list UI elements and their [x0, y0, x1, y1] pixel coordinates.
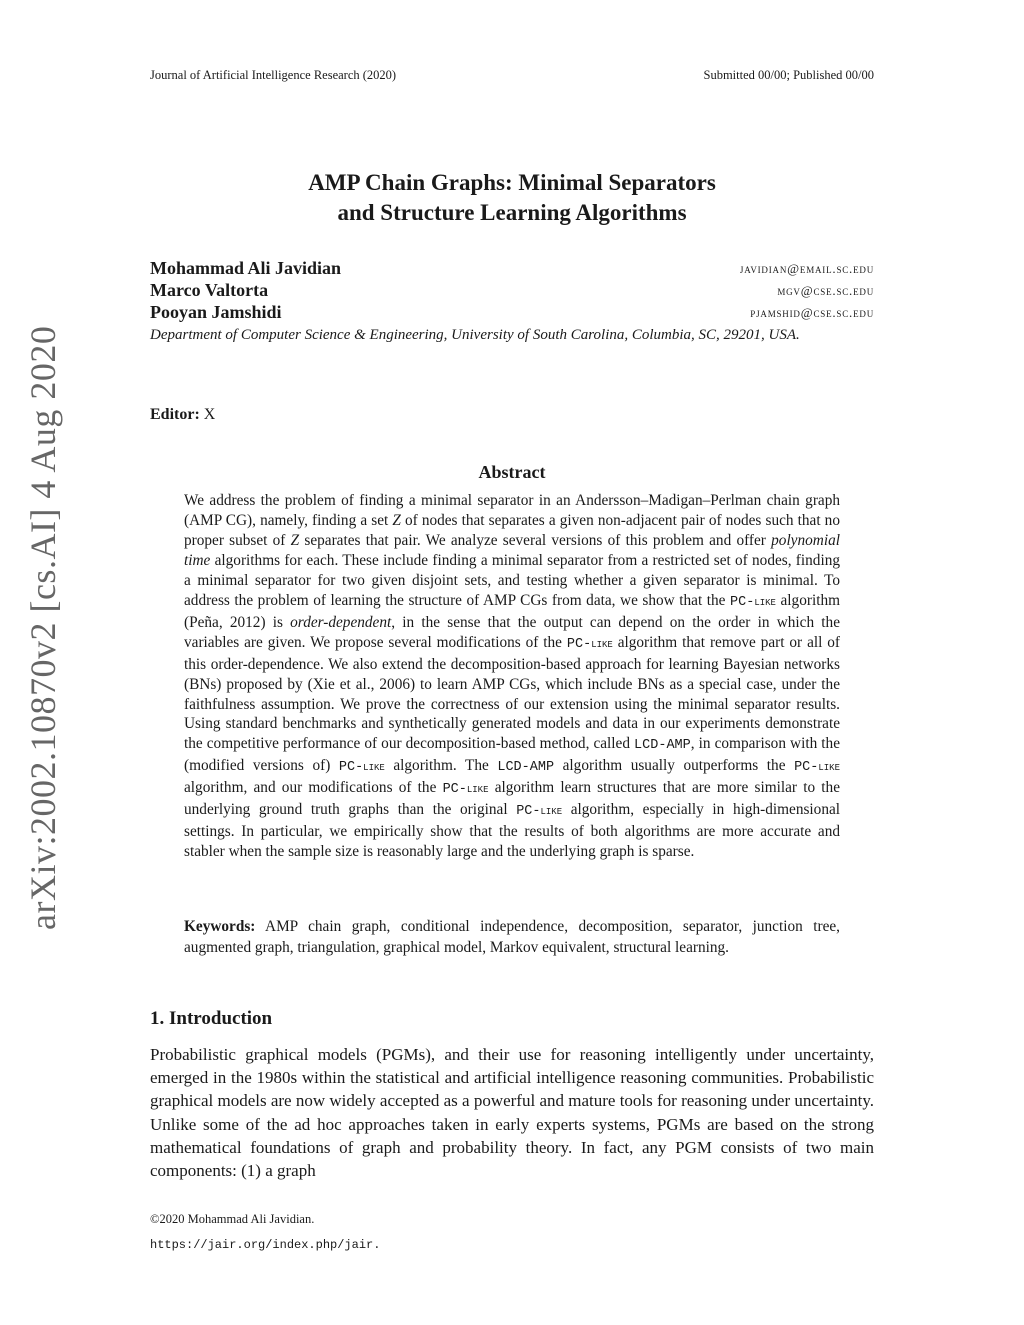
keywords	[184, 917, 840, 958]
emphasis-order-dependent: order-dependent	[290, 613, 392, 631]
editor-label: Editor:	[150, 406, 200, 423]
author-email[interactable]: javidian@email.sc.edu	[739, 261, 874, 276]
abstract-heading: Abstract	[478, 462, 546, 482]
author-name: Marco Valtorta	[150, 280, 269, 300]
author-row	[150, 302, 874, 324]
author-row	[150, 280, 874, 302]
algorithm-name-pc-like: PC-like	[516, 804, 563, 820]
algorithm-name-pc-like: PC-like	[338, 760, 385, 776]
math-z: Z	[290, 531, 300, 549]
keywords-text: AMP chain graph, conditional independence, decomposition, separator, junction tree, augmented graph, triangulation, graphical model, Markov equivalent, structural learning.	[184, 918, 840, 956]
algorithm-name-pc-like: PC-like	[730, 594, 776, 610]
running-head-journal: Journal of Artificial Intelligence Research (2020)	[150, 68, 397, 82]
abstract-text: algorithm. The	[384, 757, 498, 775]
abstract-text: algorithm learn structures that are more similar to the underlying ground truth graphs than the original	[184, 779, 840, 819]
abstract-text: We address the problem of finding a minimal separator in an Andersson–Madigan–Perlman chain graph (AMP CG), namely, finding a set	[184, 492, 840, 529]
author-name: Mohammad Ali Javidian	[150, 258, 342, 278]
editor-line	[150, 406, 215, 424]
algorithm-name-pc-like: PC-like	[794, 760, 840, 776]
abstract-text: , in comparison with the (modified versions of)	[184, 735, 840, 775]
section-heading-introduction: 1. Introduction	[150, 1008, 273, 1029]
keywords-label: Keywords:	[184, 918, 256, 935]
introduction-paragraph: Probabilistic graphical models (PGMs), and their use for reasoning intelligently under uncertainty, emerged in the 1980s within the statistical and artificial intelligence reasoning communities. Probabilistic graphical models are now widely accepted as a powerful and mature tools for reasoning under uncertainty. Unlike some of the ad hoc approaches taken in early experts systems, PGMs are based on the strong mathematical foundations of graph and probability theory. In fact, any PGM consists of two main components: (1) a graph	[150, 1045, 874, 1181]
algorithm-name-pc-like: PC-like	[442, 782, 489, 798]
abstract-text: of nodes that separates a given non-adjacent pair of nodes such that no proper subset of	[184, 511, 840, 549]
abstract-text: , in the sense that the output can depend on the order in which the variables are given. We propose several modifications of the	[184, 613, 840, 651]
author-email[interactable]: mgv@cse.sc.edu	[777, 283, 874, 298]
author-row	[150, 258, 874, 280]
author-affiliation: Department of Computer Science & Engineering, University of South Carolina, Columbia, SC, 29201, USA.	[150, 327, 800, 343]
abstract-text: algorithms for each. These include finding a minimal separator from a restricted set of nodes, finding a minimal separator for two given disjoint sets, and testing whether a given separator is minimal. To address the problem of learning the structure of AMP CGs from data, we show that the	[184, 551, 840, 609]
algorithm-name-lcd-amp: LCD-AMP	[497, 760, 555, 776]
abstract-text: algorithm (Peña, 2012) is	[184, 591, 840, 631]
author-email[interactable]: pjamshid@cse.sc.edu	[750, 305, 874, 320]
abstract-text: algorithm usually outperforms the	[554, 757, 795, 775]
abstract-text: algorithm that remove part or all of this order-dependence. We also extend the decomposition-based approach for learning Bayesian networks (BNs) proposed by (Xie et al., 2006) to learn AMP CGs, which include BNs as a special case, under the faithfulness assumption. We prove the correctness of our extension using the minimal separator results. Using standard benchmarks and synthetically generated models and data in our experiments demonstrate the competitive performance of our decomposition-based method, called	[184, 633, 841, 753]
abstract-body	[184, 491, 840, 862]
abstract-text: separates that pair. We analyze several versions of this problem and offer	[299, 531, 772, 549]
algorithm-name-pc-like: PC-like	[566, 636, 613, 652]
journal-url-link[interactable]: https://jair.org/index.php/jair	[150, 1238, 374, 1252]
copyright-notice: ©2020 Mohammad Ali Javidian.	[150, 1212, 315, 1226]
url-period: .	[373, 1238, 381, 1252]
running-head-submission: Submitted 00/00; Published 00/00	[703, 68, 874, 82]
paper-title	[150, 168, 874, 228]
arxiv-identifier-stamp: arXiv:2002.10870v2 [cs.AI] 4 Aug 2020	[23, 325, 63, 930]
editor-value: X	[203, 406, 216, 423]
title-line-2: and Structure Learning Algorithms	[337, 200, 687, 225]
emphasis-polynomial-time: polynomial time	[184, 531, 840, 569]
math-z: Z	[392, 511, 401, 529]
algorithm-name-lcd-amp: LCD-AMP	[634, 738, 691, 754]
abstract-text: algorithm, especially in high-dimensional settings. In particular, we empirically show that the results of both algorithms are more accurate and stabler when the sample size is reasonably large and the underlying graph is sparse.	[184, 801, 841, 861]
footer-url-line	[150, 1238, 380, 1252]
abstract-text: algorithm, and our modifications of the	[184, 779, 443, 797]
author-name: Pooyan Jamshidi	[150, 302, 282, 322]
title-line-1: AMP Chain Graphs: Minimal Separators	[308, 170, 716, 195]
